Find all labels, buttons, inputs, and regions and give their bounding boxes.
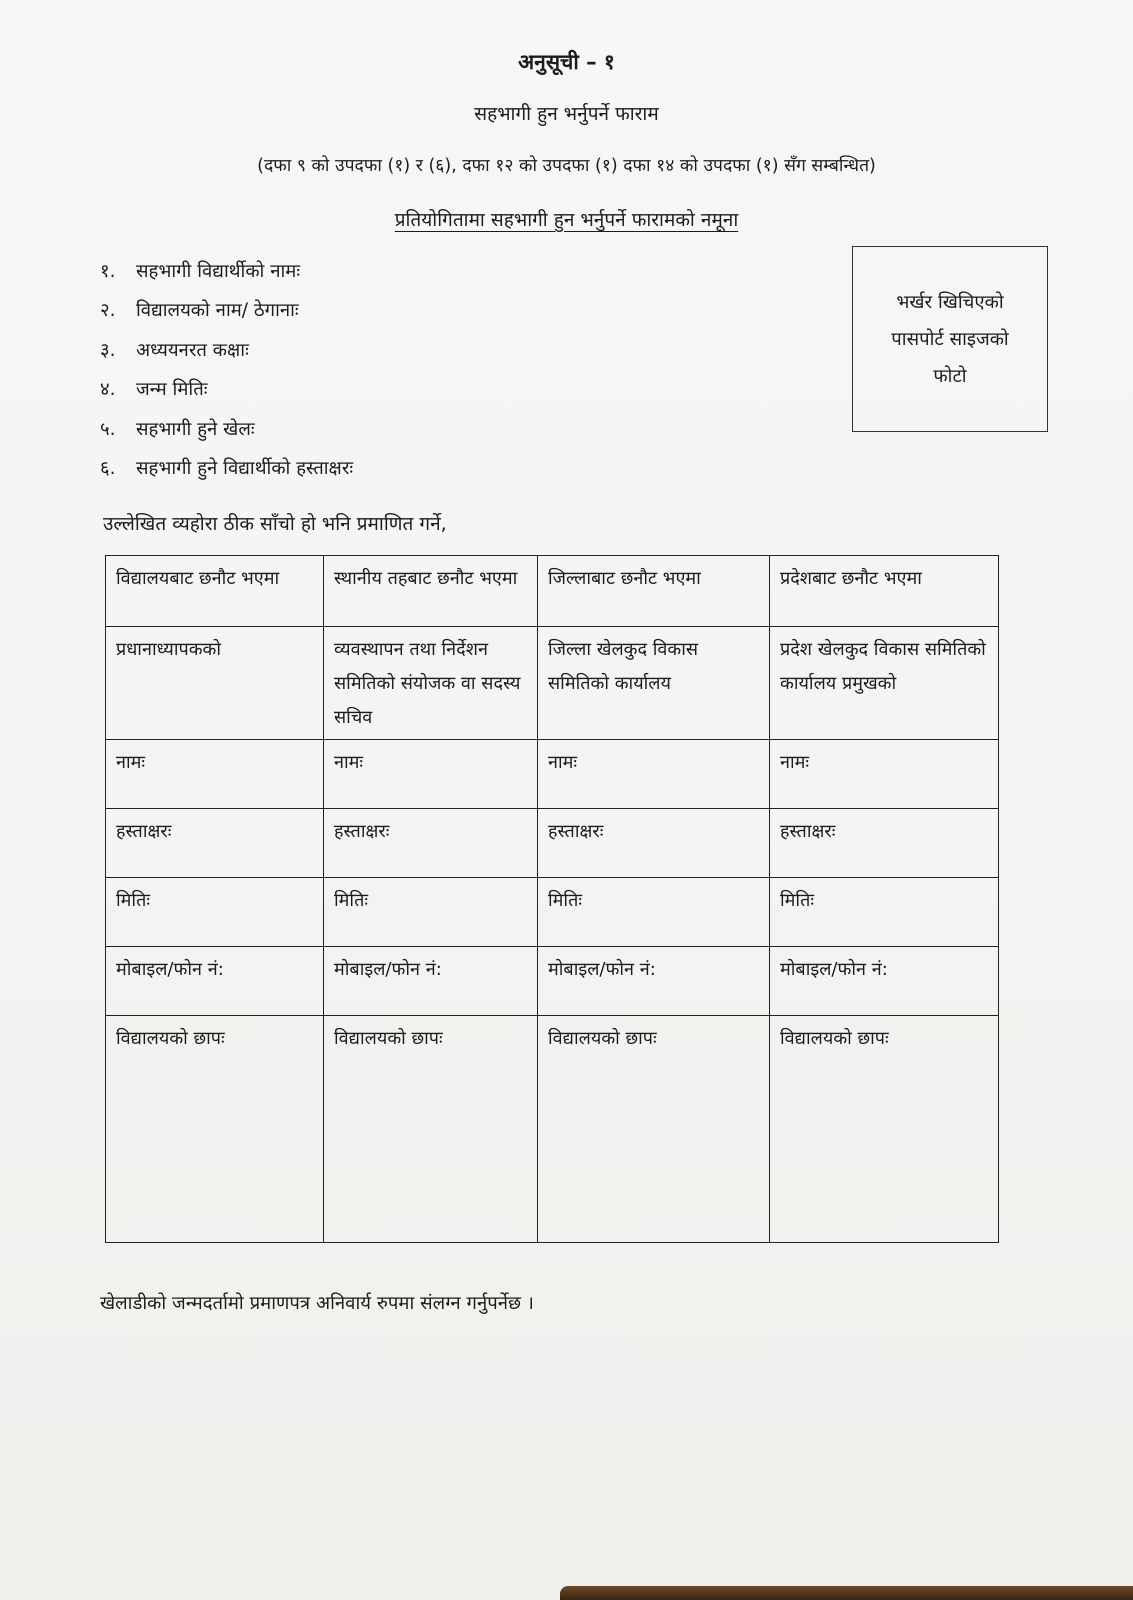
role-cell: जिल्ला खेलकुद विकास समितिको कार्यालय [538,627,770,740]
field-label: विद्यालयको नाम/ ठेगानाः [136,300,299,321]
name-cell[interactable]: नामः [324,740,538,809]
field-student-name[interactable] [100,257,300,287]
role-cell: व्यवस्थापन तथा निर्देशन समितिको संयोजक वा सदस्य सचिव [324,627,538,740]
field-number: ३. [100,340,116,361]
signature-cell[interactable]: हस्ताक्षरः [770,809,999,878]
table-row [106,556,999,627]
table-row [106,947,999,1016]
table-row [106,809,999,878]
table-row [106,740,999,809]
field-number: १. [100,261,116,282]
field-birth-date[interactable] [100,375,207,405]
stamp-cell[interactable]: विद्यालयको छापः [106,1016,324,1243]
name-cell[interactable]: नामः [770,740,999,809]
table-row [106,627,999,740]
field-class[interactable] [100,336,249,366]
signature-cell[interactable]: हस्ताक्षरः [324,809,538,878]
table-row [106,878,999,947]
desk-edge [560,1586,1133,1600]
mobile-cell[interactable]: मोबाइल/फोन नं: [770,947,999,1016]
name-cell[interactable]: नामः [538,740,770,809]
name-cell[interactable]: नामः [106,740,324,809]
passport-photo-box [852,246,1048,432]
signature-cell[interactable]: हस्ताक्षरः [106,809,324,878]
field-label: जन्म मितिः [136,379,208,400]
stamp-cell[interactable]: विद्यालयको छापः [538,1016,770,1243]
date-cell[interactable]: मितिः [106,878,324,947]
legal-reference: (दफा ९ को उपदफा (१) र (६), दफा १२ को उपदफा (१) दफा १४ को उपदफा (१) सँग सम्बन्धित) [257,156,876,176]
table-row [106,1016,999,1243]
field-student-signature[interactable] [100,454,353,484]
field-number: २. [100,300,116,321]
mobile-cell[interactable]: मोबाइल/फोन नं: [324,947,538,1016]
mobile-cell[interactable]: मोबाइल/फोन नं: [106,947,324,1016]
photo-box-line: फोटो [933,365,967,387]
date-cell[interactable]: मितिः [770,878,999,947]
field-label: सहभागी विद्यार्थीको नामः [136,261,301,282]
field-number: ४. [100,379,116,400]
mobile-cell[interactable]: मोबाइल/फोन नं: [538,947,770,1016]
header-cell-school: विद्यालयबाट छनौट भएमा [106,556,324,627]
certification-statement: उल्लेखित व्यहोरा ठीक साँचो हो भनि प्रमाणित गर्ने, [103,513,447,535]
sample-form-title: प्रतियोगितामा सहभागी हुन भर्नुपर्ने फारामको नमूना [394,209,739,231]
date-cell[interactable]: मितिः [538,878,770,947]
role-cell: प्रधानाध्यापकको [106,627,324,740]
field-number: ६. [100,458,116,479]
field-number: ५. [100,419,116,440]
photo-box-line: भर्खर खिचिएको [896,291,1004,313]
date-cell[interactable]: मितिः [324,878,538,947]
field-label: अध्ययनरत कक्षाः [136,340,249,361]
header-cell-province: प्रदेशबाट छनौट भएमा [770,556,999,627]
field-sport[interactable] [100,415,255,445]
stamp-cell[interactable]: विद्यालयको छापः [324,1016,538,1243]
field-label: सहभागी हुने खेलः [136,419,255,440]
stamp-cell[interactable]: विद्यालयको छापः [770,1016,999,1243]
schedule-heading: अनुसूची – १ [518,50,615,74]
role-cell: प्रदेश खेलकुद विकास समितिको कार्यालय प्रमुखको [770,627,999,740]
field-school-name-address[interactable] [100,296,299,326]
header-cell-local: स्थानीय तहबाट छनौट भएमा [324,556,538,627]
signature-cell[interactable]: हस्ताक्षरः [538,809,770,878]
form-title: सहभागी हुन भर्नुपर्ने फाराम [474,103,659,125]
birth-certificate-note: खेलाडीको जन्मदर्तामो प्रमाणपत्र अनिवार्य रुपमा संलग्न गर्नुपर्नेछ । [100,1293,534,1314]
header-cell-district: जिल्लाबाट छनौट भएमा [538,556,770,627]
field-label: सहभागी हुने विद्यार्थीको हस्ताक्षरः [136,458,354,479]
photo-box-line: पासपोर्ट साइजको [891,328,1009,350]
verification-table [105,555,999,1243]
